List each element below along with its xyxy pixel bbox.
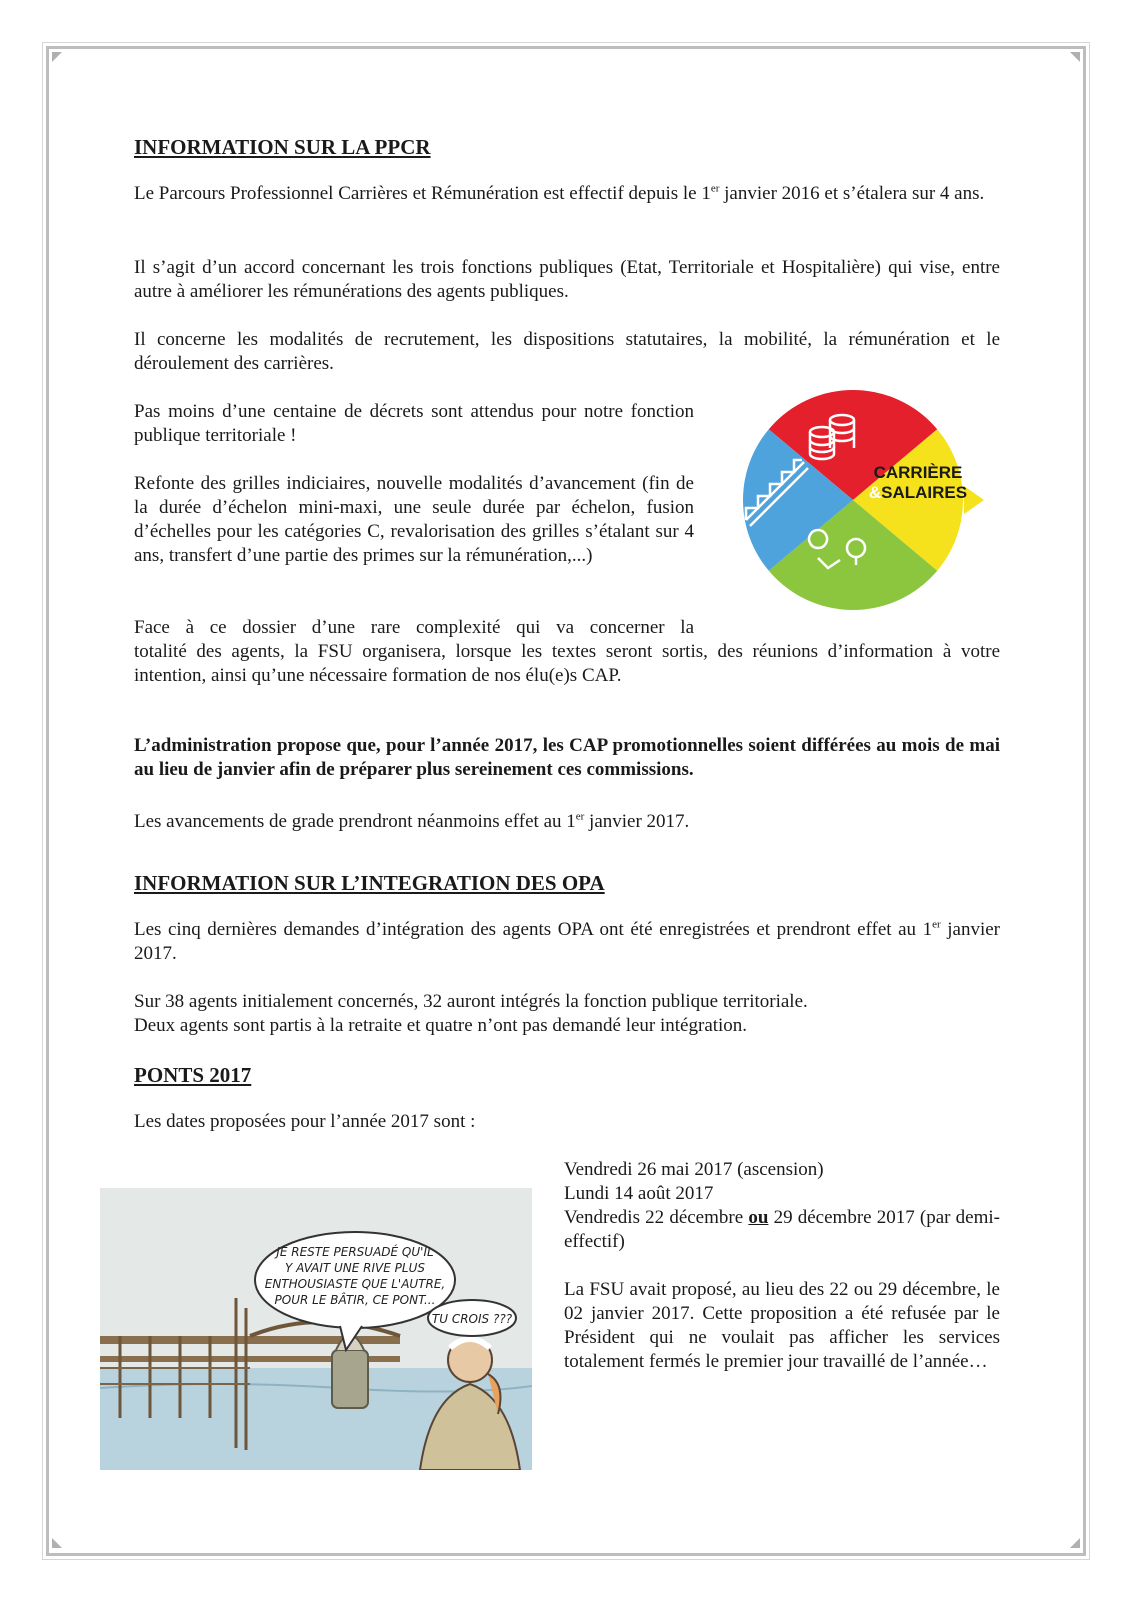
text: Face à ce dossier d’une rare complexité qui va concerner la [134, 617, 694, 638]
bubble1-line: JE RESTE PERSUADÉ QU'IL [276, 1245, 434, 1259]
date-item: Vendredi 26 mai 2017 (ascension) [564, 1159, 824, 1180]
text: janvier 2016 et s’étalera sur 4 ans. [719, 183, 985, 204]
paragraph: Les dates proposées pour l’année 2017 sont : [134, 1111, 476, 1132]
paragraph [134, 918, 1000, 966]
bubble1-line: Y AVAIT UNE RIVE PLUS [284, 1261, 426, 1275]
date-item [564, 1206, 1000, 1254]
text: Deux agents sont partis à la retraite et quatre n’ont pas demandé leur intégration. [134, 1015, 748, 1036]
section-title-opa: INFORMATION SUR L’INTEGRATION DES OPA [134, 871, 605, 895]
text-emphasis: ou [748, 1207, 769, 1228]
text: 29 décembre 2017 (par demi-effectif) [564, 1207, 1000, 1252]
corner-ornament [1070, 1538, 1080, 1548]
paragraph [134, 810, 1000, 834]
text: totalité des agents, la FSU organisera, lorsque les textes seront sortis, des réunions d’information à votre intention, ainsi qu’une nécessaire formation de nos élu(e)s CAP. [134, 641, 1000, 686]
superscript: er [575, 810, 585, 823]
paragraph: Refonte des grilles indiciaires, nouvelle modalités d’avancement (fin de la durée d’échelon mini-maxi, une seule durée par échelon, fusion d’échelles pour les catégories C, revalorisation des grilles s’étalant sur 4 ans, transfert d’une partie des primes sur la rémunération,...) [134, 473, 694, 566]
corner-ornament [1070, 52, 1080, 62]
section-title-ponts: PONTS 2017 [134, 1063, 252, 1087]
superscript: er [932, 918, 941, 931]
bubble1-line: POUR LE BÂTIR, CE PONT... [274, 1293, 436, 1307]
text: Vendredis 22 décembre [564, 1207, 749, 1228]
paragraph [134, 616, 1000, 688]
paragraph [134, 990, 1000, 1038]
text: Le Parcours Professionnel Carrières et Rémunération est effectif depuis le 1 [134, 183, 711, 204]
superscript: er [710, 182, 720, 195]
paragraph: La FSU avait proposé, au lieu des 22 ou 29 décembre, le 02 janvier 2017. Cette proposition a été refusée par le Président qui ne voulait pas afficher les services totalement fermés le premier jour travaillé de l’année… [564, 1279, 1000, 1372]
date-item: Lundi 14 août 2017 [564, 1183, 714, 1204]
paragraph: Il concerne les modalités de recrutement, les dispositions statutaires, la mobilité, la rémunération et le déroulement des carrières. [134, 329, 1000, 374]
paragraph [134, 182, 1000, 206]
section-title-ppcr: INFORMATION SUR LA PPCR [134, 135, 431, 159]
corner-ornament [52, 1538, 62, 1548]
text: janvier 2017. [584, 811, 690, 832]
paragraph: Il s’agit d’un accord concernant les trois fonctions publiques (Etat, Territoriale et Hospitalière) qui vise, entre autre à améliorer les rémunérations des agents publiques. [134, 257, 1000, 302]
logo-ampersand: & [868, 483, 882, 502]
logo-text: SALAIRES [881, 483, 968, 502]
dates-list [564, 1158, 1000, 1254]
corner-ornament [52, 52, 62, 62]
paragraph-bold: L’administration propose que, pour l’année 2017, les CAP promotionnelles soient différées au mois de mai au lieu de janvier afin de préparer plus sereinement ces commissions. [134, 735, 1000, 780]
carriere-salaires-logo [722, 390, 984, 610]
bridge-cartoon [100, 1188, 532, 1470]
bubble2-text: TU CROIS ??? [431, 1312, 513, 1326]
text: Sur 38 agents initialement concernés, 32 auront intégrés la fonction publique territoriale. [134, 991, 808, 1012]
text: Les avancements de grade prendront néanmoins effet au 1 [134, 811, 576, 832]
cartoon-drawing [100, 1188, 532, 1470]
text: janvier 2017. [134, 919, 1000, 964]
logo-text-line1: CARRIÈRE [873, 463, 963, 482]
paragraph: Pas moins d’une centaine de décrets sont attendus pour notre fonction publique territoriale ! [134, 401, 694, 446]
bubble1-line: ENTHOUSIASTE QUE L'AUTRE, [264, 1277, 446, 1291]
logo-text-line2 [869, 483, 967, 502]
text: Les cinq dernières demandes d’intégration des agents OPA ont été enregistrées et prendront effet au 1 [134, 919, 933, 940]
